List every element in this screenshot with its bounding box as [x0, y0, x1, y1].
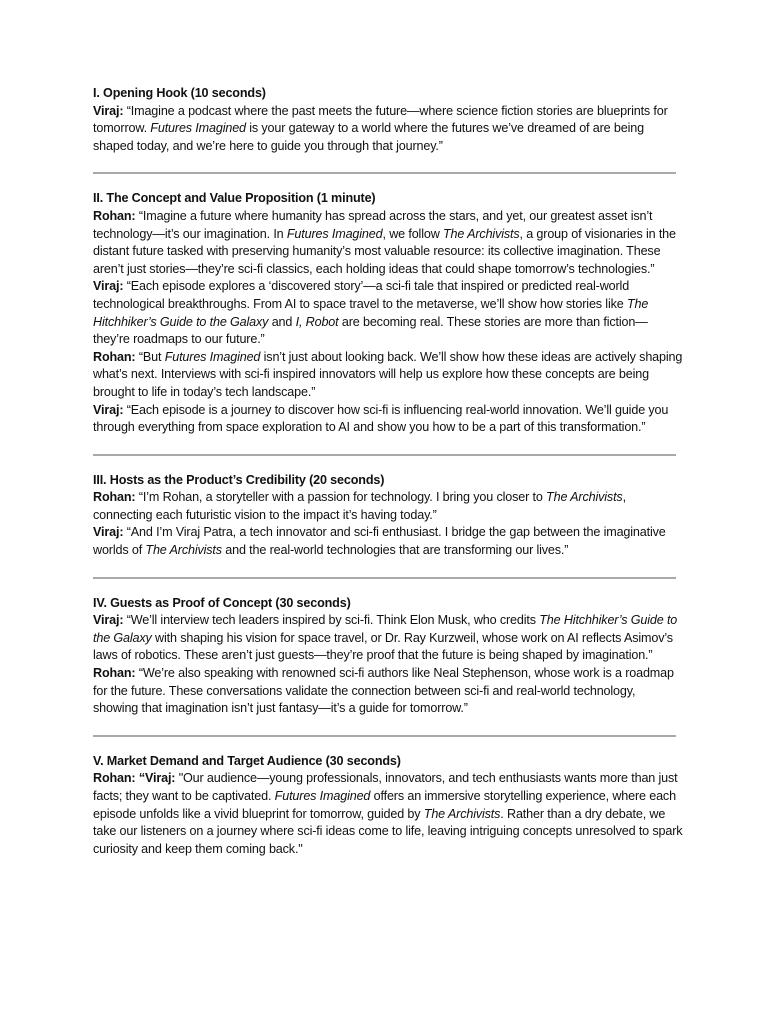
dialogue-text: “We’ll interview tech leaders inspired by sci-fi. Think Elon Musk, who credits [123, 613, 540, 628]
dialogue-text: and [268, 314, 296, 329]
speaker-label: Rohan: [93, 349, 136, 364]
dialogue-text: “Each episode explores a ‘discovered story’—a sci-fi tale that inspired or predicted real-world technological breakthroughs. From AI to space travel to the metaverse, we’ll show how stories like [93, 279, 630, 311]
italic-title: The Hitchhiker’s Guide to the Galaxy [93, 296, 649, 329]
dialogue-text: , a group of visionaries in the distant future tasked with preserving humanity’s most valuable resource: its collective imagination. These aren’t just stories—they’re sci-fi classics, each holding ideas that could shape tomorrow’s technologies.” [93, 226, 676, 276]
dialogue-paragraph [93, 278, 683, 348]
script-section [93, 85, 683, 155]
dialogue-text: “But [135, 349, 165, 364]
dialogue-text: “And I’m Viraj Patra, a tech innovator and sci-fi enthusiast. I bridge the gap between the imaginative worlds of [93, 525, 666, 558]
dialogue-text: and the real-world technologies that are transforming our lives.” [221, 543, 569, 558]
speaker-label: Viraj: [93, 103, 124, 118]
dialogue-text: “Each episode is a journey to discover how sci-fi is influencing real-world innovation. We’ll guide you through everything from space exploration to AI and show you how to be a part of this transformation.” [93, 402, 669, 435]
italic-title: The Archivists [423, 806, 501, 821]
dialogue-text: “We’re also speaking with renowned sci-fi authors like Neal Stephenson, whose work is a roadmap for the future. These conversations validate the connection between sci-fi and real-world technology, showing that imagination isn’t just fantasy—it’s a guide for tomorrow.” [93, 666, 674, 716]
dialogue-text: . Rather than a dry debate, we take our listeners on a journey where sci-fi ideas come to life, leaving intriguing concepts unresolved to spark curiosity and keep them coming back." [93, 806, 683, 856]
script-section [93, 595, 683, 718]
italic-title: The Archivists [145, 543, 222, 558]
italic-title: The Archivists [546, 490, 623, 505]
italic-title: The Hitchhiker’s Guide to the Galaxy [93, 613, 678, 645]
speaker-label: Rohan: [93, 208, 136, 223]
speaker-label: Viraj: [93, 402, 124, 417]
section-divider [93, 454, 676, 456]
dialogue-text: , we follow [382, 226, 443, 241]
section-heading: V. Market Demand and Target Audience (30 seconds) [93, 753, 401, 768]
dialogue-paragraph [93, 208, 683, 278]
dialogue-paragraph [93, 612, 683, 665]
dialogue-text: offers an immersive storytelling experience, where each episode unfolds like a vivid blueprint for tomorrow, guided by [93, 789, 676, 821]
speaker-label: Viraj: [93, 613, 124, 628]
italic-title: Futures Imagined [274, 789, 371, 803]
script-section [93, 472, 683, 560]
dialogue-paragraph [93, 349, 683, 402]
dialogue-text: , connecting each futuristic vision to the impact it’s having today.” [93, 490, 626, 522]
script-section [93, 190, 683, 436]
dialogue-text: "Our audience—young professionals, innovators, and tech enthusiasts wants more than just facts; they want to be captivated. [93, 771, 678, 803]
section-divider [93, 577, 676, 579]
italic-title: The Archivists [443, 226, 520, 241]
dialogue-paragraph [93, 402, 683, 437]
section-heading: III. Hosts as the Product’s Credibility (20 seconds) [93, 472, 385, 487]
dialogue-paragraph [93, 665, 683, 718]
italic-title: Futures Imagined [164, 349, 261, 364]
script-section [93, 753, 683, 859]
speaker-label: Viraj: [93, 525, 124, 540]
section-divider [93, 735, 676, 737]
speaker-label: Rohan: [93, 490, 136, 505]
dialogue-text: are becoming real. These stories are more than fiction—they’re roadmaps to our future.” [93, 314, 648, 347]
speaker-label: Rohan: [93, 666, 136, 681]
dialogue-text: “Imagine a future where humanity has spread across the stars, and yet, our greatest asset isn’t technology—it’s our imagination. In [93, 208, 653, 241]
dialogue-paragraph [93, 103, 683, 156]
dialogue-paragraph [93, 489, 683, 524]
dialogue-paragraph [93, 770, 683, 858]
speaker-label: Rohan: “Viraj: [93, 771, 176, 786]
italic-title: Futures Imagined [286, 226, 383, 241]
dialogue-text: with shaping his vision for space travel, or Dr. Ray Kurzweil, whose work on AI reflects Asimov’s laws of robotics. These aren’t just guests—they’re proof that the future is being shaped by imagination.” [93, 630, 673, 663]
dialogue-text: is your gateway to a world where the futures we’ve dreamed of are being shaped today, and we’re here to guide you through that journey.” [93, 121, 644, 153]
section-heading: I. Opening Hook (10 seconds) [93, 86, 266, 100]
italic-title: Futures Imagined [150, 121, 246, 136]
script-document [93, 85, 683, 858]
speaker-label: Viraj: [93, 279, 124, 294]
section-heading: IV. Guests as Proof of Concept (30 seconds) [93, 595, 351, 610]
section-heading: II. The Concept and Value Proposition (1 minute) [93, 191, 376, 206]
dialogue-text: “I’m Rohan, a storyteller with a passion for technology. I bring you closer to [135, 490, 547, 505]
section-divider [93, 172, 676, 174]
dialogue-text: isn’t just about looking back. We’ll show how these ideas are actively shaping what’s next. Interviews with sci-fi inspired innovators will help us explore how these concepts are being brought to life in today’s tech landscape.” [93, 349, 683, 399]
dialogue-paragraph [93, 524, 683, 559]
dialogue-text: “Imagine a podcast where the past meets the future—where science fiction stories are blueprints for tomorrow. [93, 103, 668, 136]
italic-title: I, Robot [295, 314, 339, 329]
